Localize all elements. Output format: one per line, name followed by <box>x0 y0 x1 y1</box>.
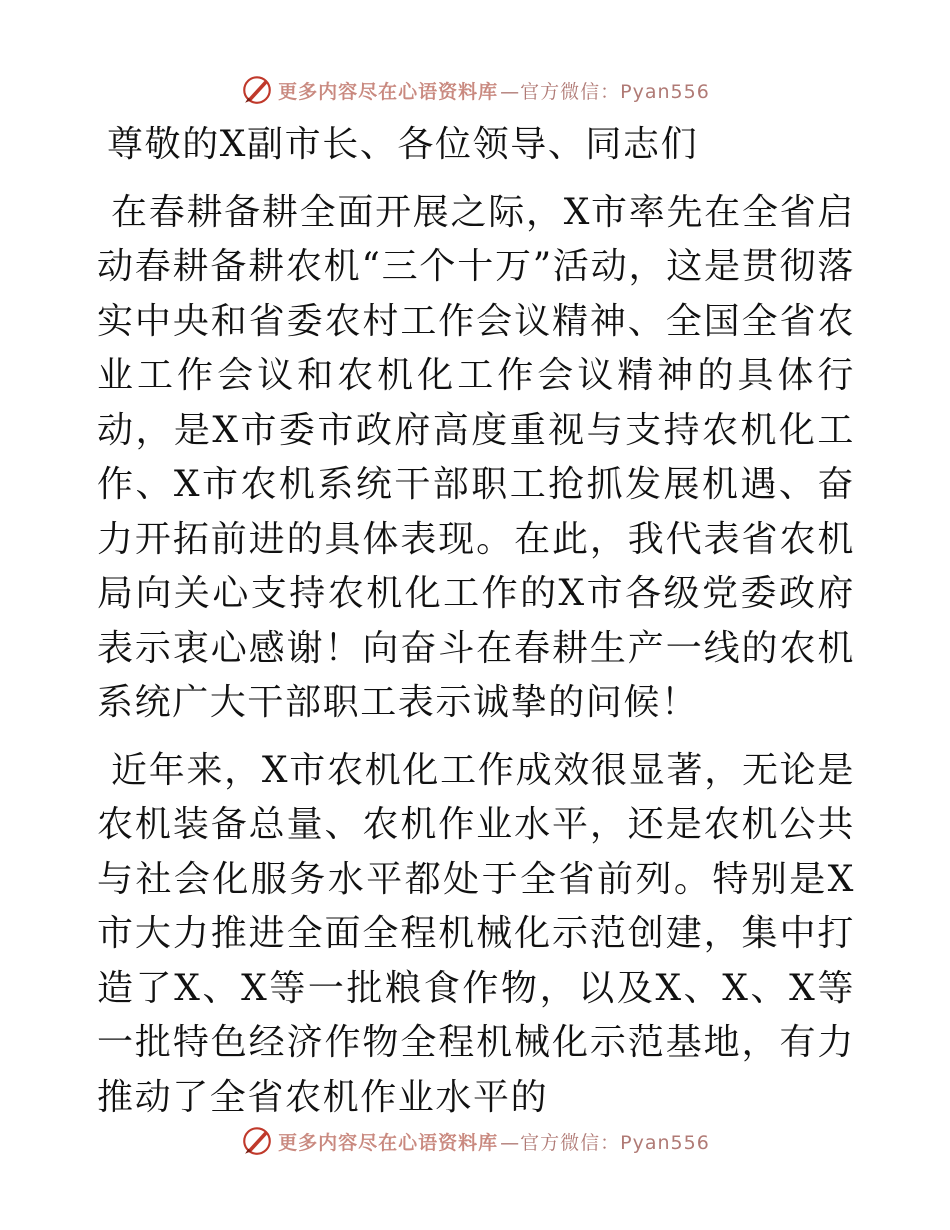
watermark-header <box>0 70 950 110</box>
watermark-footer <box>0 1121 950 1161</box>
watermark-text: 更多内容尽在心语资料库 <box>278 80 499 103</box>
quill-pen-icon <box>240 73 274 107</box>
watermark-contact: —官方微信：Pyan556 <box>500 1131 710 1154</box>
watermark-contact: —官方微信：Pyan556 <box>500 80 710 103</box>
paragraph-1: 在春耕备耕全面开展之际，X市率先在全省启动春耕备耕农机“三个十万”活动，这是贯彻落实中央和省委农村工作会议精神、全国全省农业工作会议和农机化工作会议精神的具体行动，是X市委市政府高度重视与支持农机化工作、X市农机系统干部职工抢抓发展机遇、奋力开拓前进的具体表现。在此，我代表省农机局向关心支持农机化工作的X市各级党委政府表示衷心感谢！向奋斗在春耕生产一线的农机系统广大干部职工表示诚挚的问候！ <box>97 191 855 723</box>
document-body <box>97 118 855 1138</box>
salutation: 尊敬的X副市长、各位领导、同志们 <box>107 124 699 165</box>
quill-pen-icon <box>240 1124 274 1158</box>
watermark-text: 更多内容尽在心语资料库 <box>278 1131 499 1154</box>
paragraph-2: 近年来，X市农机化工作成效很显著，无论是农机装备总量、农机作业水平，还是农机公共与社会化服务水平都处于全省前列。特别是X市大力推进全面全程机械化示范创建，集中打造了X、X等一批粮食作物，以及X、X、X等一批特色经济作物全程机械化示范基地，有力推动了全省农机作业水平的 <box>97 749 855 1118</box>
